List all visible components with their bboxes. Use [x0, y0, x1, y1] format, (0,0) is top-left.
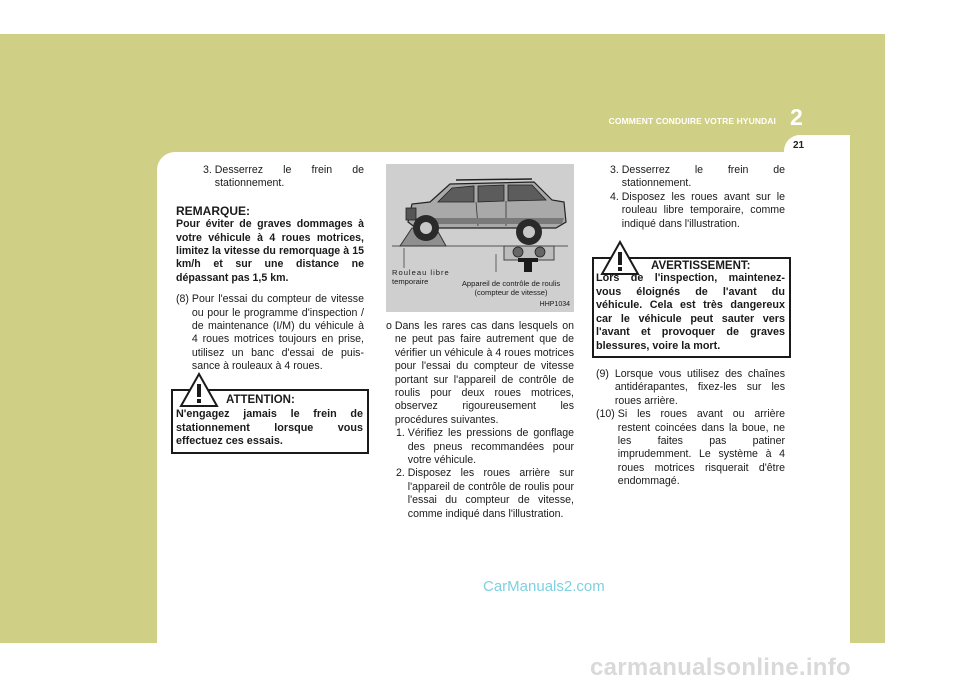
item-number: (10): [596, 408, 618, 421]
step-text: Desserrez le frein de stationnement.: [214, 164, 364, 190]
step-text: Desserrez le frein de stationnement.: [621, 164, 785, 190]
item-8: [176, 293, 364, 373]
figure-label-device: [453, 279, 569, 297]
step-text: Vérifiez les pressions de gonflage des pneus recommandées pour votre véhicule.: [407, 427, 574, 467]
left-column: [176, 164, 364, 374]
figure-illustration: [386, 164, 574, 312]
warning-text: Lors de l'inspection, maintenez-vous éloignés de l'avant du véhicule. Cela est très dangereux car le véhicule peut sauter vers l'avant et provoquer de graves blessures, voire la mort.: [596, 272, 785, 352]
warning-triangle-icon: [600, 240, 640, 276]
figure-label-roller-line2: temporaire: [392, 277, 429, 286]
figure-label-device-line2: (compteur de vitesse): [474, 288, 548, 297]
page-number: 21: [793, 140, 805, 151]
figure-code: HHP1034: [539, 301, 570, 308]
step-1-item: [386, 427, 574, 467]
item-number: (8): [176, 293, 192, 306]
item-text: Si les roues avant ou arrière restent coincées dans la boue, ne les faites pas patiner imprudemment. Le système à 4 roues motrices risquerait d'être endommagé.: [617, 408, 785, 488]
intro-bullet: [386, 320, 574, 427]
warning-triangle-icon: [179, 372, 219, 408]
right-column-steps: [596, 164, 785, 231]
figure-label-roller: [392, 268, 450, 286]
attention-title: ATTENTION:: [226, 394, 295, 406]
remark-text: Pour éviter de graves dommages à votre véhicule à 4 roues motrices, limitez la vitesse du remorquage à 15 km/h et sur une distance ne dépassant pas 1,5 km.: [176, 218, 364, 284]
carmanuals-watermark: CarManuals2.com: [483, 578, 605, 595]
warning-title: AVERTISSEMENT:: [651, 260, 751, 272]
step-3-item: [176, 164, 364, 191]
step-text: Disposez les roues arrière sur l'appareil de contrôle de roulis pour l'essai du compteur de vitesse, comme indiqué dans l'illustration.: [407, 467, 574, 520]
item-number: (9): [596, 368, 615, 380]
item-9: [596, 368, 785, 408]
right-column-notes: [596, 368, 785, 489]
remark-heading: REMARQUE:: [176, 203, 250, 218]
step-4-item: [596, 191, 785, 231]
step-number: 3.: [610, 164, 622, 176]
chapter-title: COMMENT CONDUIRE VOTRE HYUNDAI: [608, 116, 776, 126]
step-number: 4.: [610, 190, 622, 203]
site-watermark: carmanualsonline.info: [590, 654, 852, 681]
item-text: Lorsque vous utilisez des chaînes antidérapantes, fixez-les sur les roues arrière.: [614, 368, 785, 407]
step-text: Disposez les roues avant sur le rouleau libre temporaire, comme indiqué dans l'illustration.: [621, 190, 785, 230]
step-number: 2.: [396, 467, 408, 480]
step-2-item: [386, 467, 574, 521]
attention-text: N'engagez jamais le frein de stationnement lorsque vous effectuez ces essais.: [176, 408, 363, 448]
step-number: 3.: [203, 164, 215, 176]
item-text: Pour l'essai du compteur de vitesse ou pour le programme d'inspection / de maintenance (I/M) du véhicule à 4 roues motrices toujours en prise, utilisez un banc d'essai de puis-sance à rouleaux à 4 roues.: [191, 293, 364, 373]
bullet-marker: o: [386, 320, 395, 332]
step-3-item: [596, 164, 785, 191]
intro-text: Dans les rares cas dans lesquels on ne peut pas faire autrement que de vérifier un véhicule à 4 roues motrices pour l'essai du compteur de vitesse portant sur l'appareil de contrôle de roulis pour deux roues motrices, observez rigoureusement les procédures suivantes.: [394, 320, 574, 426]
step-number: 1.: [396, 427, 408, 440]
middle-column: [386, 320, 574, 521]
item-10: [596, 408, 785, 488]
figure-label-device-line1: Appareil de contrôle de roulis: [461, 279, 561, 288]
figure-label-roller-line1: Rouleau libre: [392, 268, 450, 277]
chapter-number: 2: [790, 104, 803, 130]
